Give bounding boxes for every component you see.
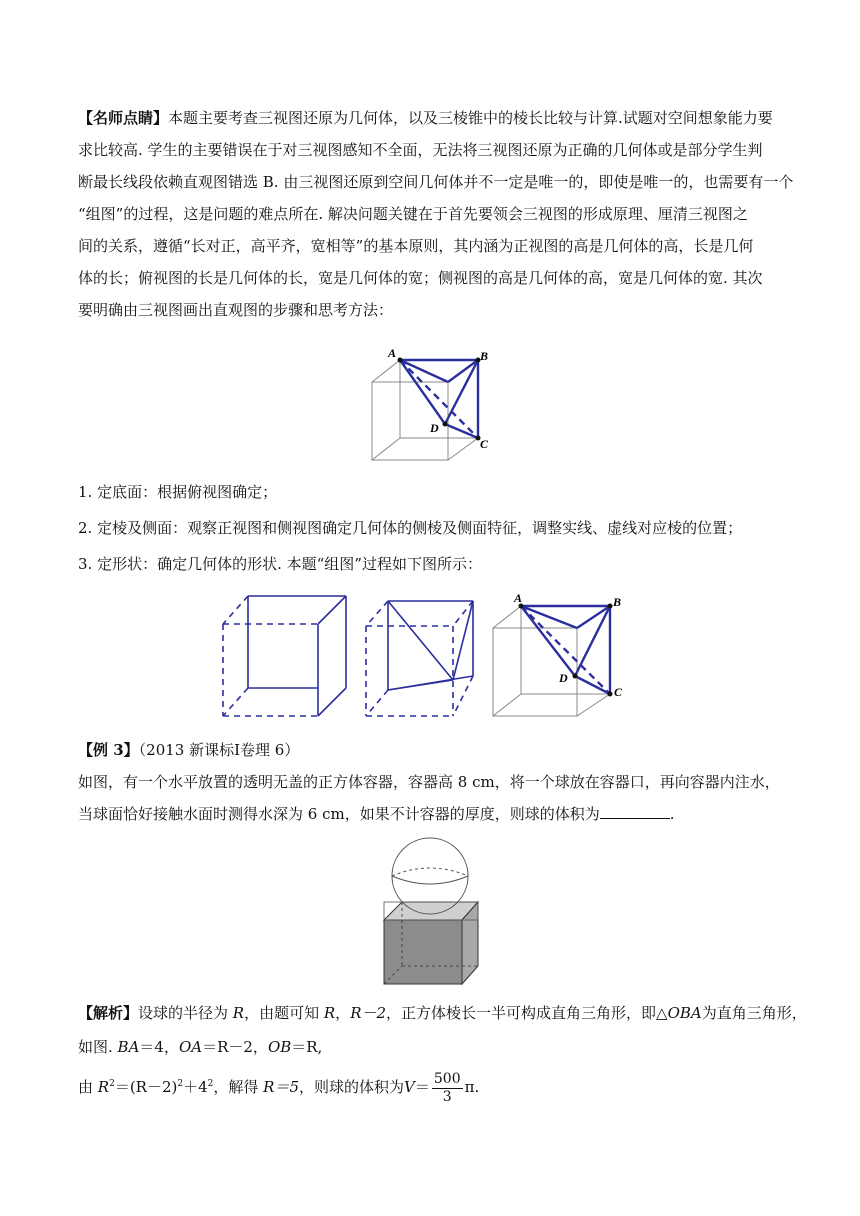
example-line: 如图，有一个水平放置的透明无盖的正方体容器，容器高 8 cm，将一个球放在容器口，再向容器内注水， (78, 773, 780, 791)
superscript: 2 (207, 1079, 214, 1089)
math-var: BA (117, 1038, 140, 1056)
step-item: 3. 定形状：确定几何体的形状. 本题“组图”过程如下图所示： (78, 555, 482, 573)
vertex-label: C (480, 437, 489, 451)
math-expr: ＝ (414, 1078, 430, 1096)
note-line: 断最长线段依赖直观图错选 B. 由三视图还原到空间几何体并不一定是唯一的，即使是唯一的，也需要有一个 (78, 173, 794, 191)
note-line: 体的长；俯视图的长是几何体的长，宽是几何体的宽；侧视图的高是几何体的高，宽是几何体的宽. 其次 (78, 269, 763, 287)
solution-text: 由 (78, 1078, 98, 1096)
step-item: 1. 定底面：根据俯视图确定； (78, 483, 278, 501)
assembly-step-1-diagram (223, 596, 346, 716)
note-line: 求比较高. 学生的主要错误在于对三视图感知不全面，无法将三视图还原为正确的几何体或是部分学生判 (78, 141, 763, 159)
assembly-step-3-diagram (493, 591, 623, 716)
math-expr: R＝5 (263, 1078, 299, 1096)
solution-text: ， (335, 1004, 351, 1022)
solution-text: 设球的半径为 (138, 1004, 233, 1022)
vertex-label: C (614, 685, 623, 699)
assembly-step-2-diagram (366, 601, 473, 716)
math-var: R (232, 1004, 245, 1022)
vertex-label: A (388, 346, 397, 360)
fraction-denominator: 3 (442, 1088, 452, 1105)
solution-text: 如图. (78, 1038, 118, 1056)
solution-tag: 【解析】 (78, 1004, 139, 1022)
example-end: . (669, 805, 675, 823)
example-line: 当球面恰好接触水面时测得水深为 6 cm，如果不计容器的厚度，则球的体积为 (78, 805, 600, 823)
math-var: R (97, 1078, 110, 1096)
answer-blank (600, 802, 670, 819)
note-line: 要明确由三视图画出直观图的步骤和思考方法： (78, 301, 394, 319)
solution-text: ，正方体棱长一半可构成直角三角形，即△ (386, 1004, 668, 1022)
cube-tetrahedron-figure (360, 340, 500, 468)
note-line: 本题主要考查三视图还原为几何体，以及三棱锥中的棱长比较与计算.试题对空间想象能力要 (168, 109, 773, 127)
math-var: OB (267, 1038, 292, 1056)
math-var: R (323, 1004, 336, 1022)
math-expr: ＝4， (139, 1038, 179, 1056)
steps-list (78, 476, 784, 580)
math-expr: ＋4 (183, 1078, 208, 1096)
solution-text: ，解得 (213, 1078, 264, 1096)
vertex-label: B (480, 349, 489, 363)
solution-text: ，则球的体积为 (299, 1078, 405, 1096)
assembly-process-figure (218, 586, 648, 720)
example-tag: 【例 3】 (78, 741, 139, 759)
math-var: V (404, 1078, 415, 1096)
step-item: 2. 定棱及侧面：观察正视图和侧视图确定几何体的侧棱及侧面特征，调整实线、虚线对应棱的位置； (78, 519, 743, 537)
teacher-note-paragraph (78, 102, 794, 326)
note-line: “组图”的过程，这是问题的难点所在. 解决问题关键在于首先要领会三视图的形成原理、厘清三视图之 (78, 205, 748, 223)
superscript: 2 (109, 1079, 115, 1089)
math-var: OBA (667, 1004, 702, 1022)
superscript: 2 (177, 1079, 184, 1089)
math-expr: ＝R, (291, 1038, 323, 1056)
math-expr: π. (464, 1078, 480, 1096)
solution-text: ，由题可知 (244, 1004, 324, 1022)
math-expr: R－2 (350, 1004, 387, 1022)
math-expr: ＝R－2， (202, 1038, 268, 1056)
vertex-label: A (514, 591, 523, 605)
vertex-label: D (430, 421, 439, 435)
teacher-note-tag: 【名师点睛】 (78, 109, 169, 127)
math-expr: ＝(R－2) (114, 1078, 178, 1096)
sphere-container-figure (380, 836, 480, 988)
solution-paragraph (78, 996, 807, 1106)
math-var: OA (178, 1038, 203, 1056)
note-line: 间的关系，遵循“长对正，高平齐，宽相等”的基本原则，其内涵为正视图的高是几何体的高，长是几何 (78, 237, 754, 255)
vertex-label: B (613, 595, 622, 609)
example-source: （2013 新课标Ⅰ卷理 6） (138, 741, 300, 759)
vertex-label: D (559, 671, 568, 685)
volume-fraction (432, 1071, 463, 1106)
fraction-numerator: 500 (433, 1070, 461, 1087)
example-paragraph (78, 734, 784, 830)
solution-text: 为直角三角形， (701, 1004, 807, 1022)
